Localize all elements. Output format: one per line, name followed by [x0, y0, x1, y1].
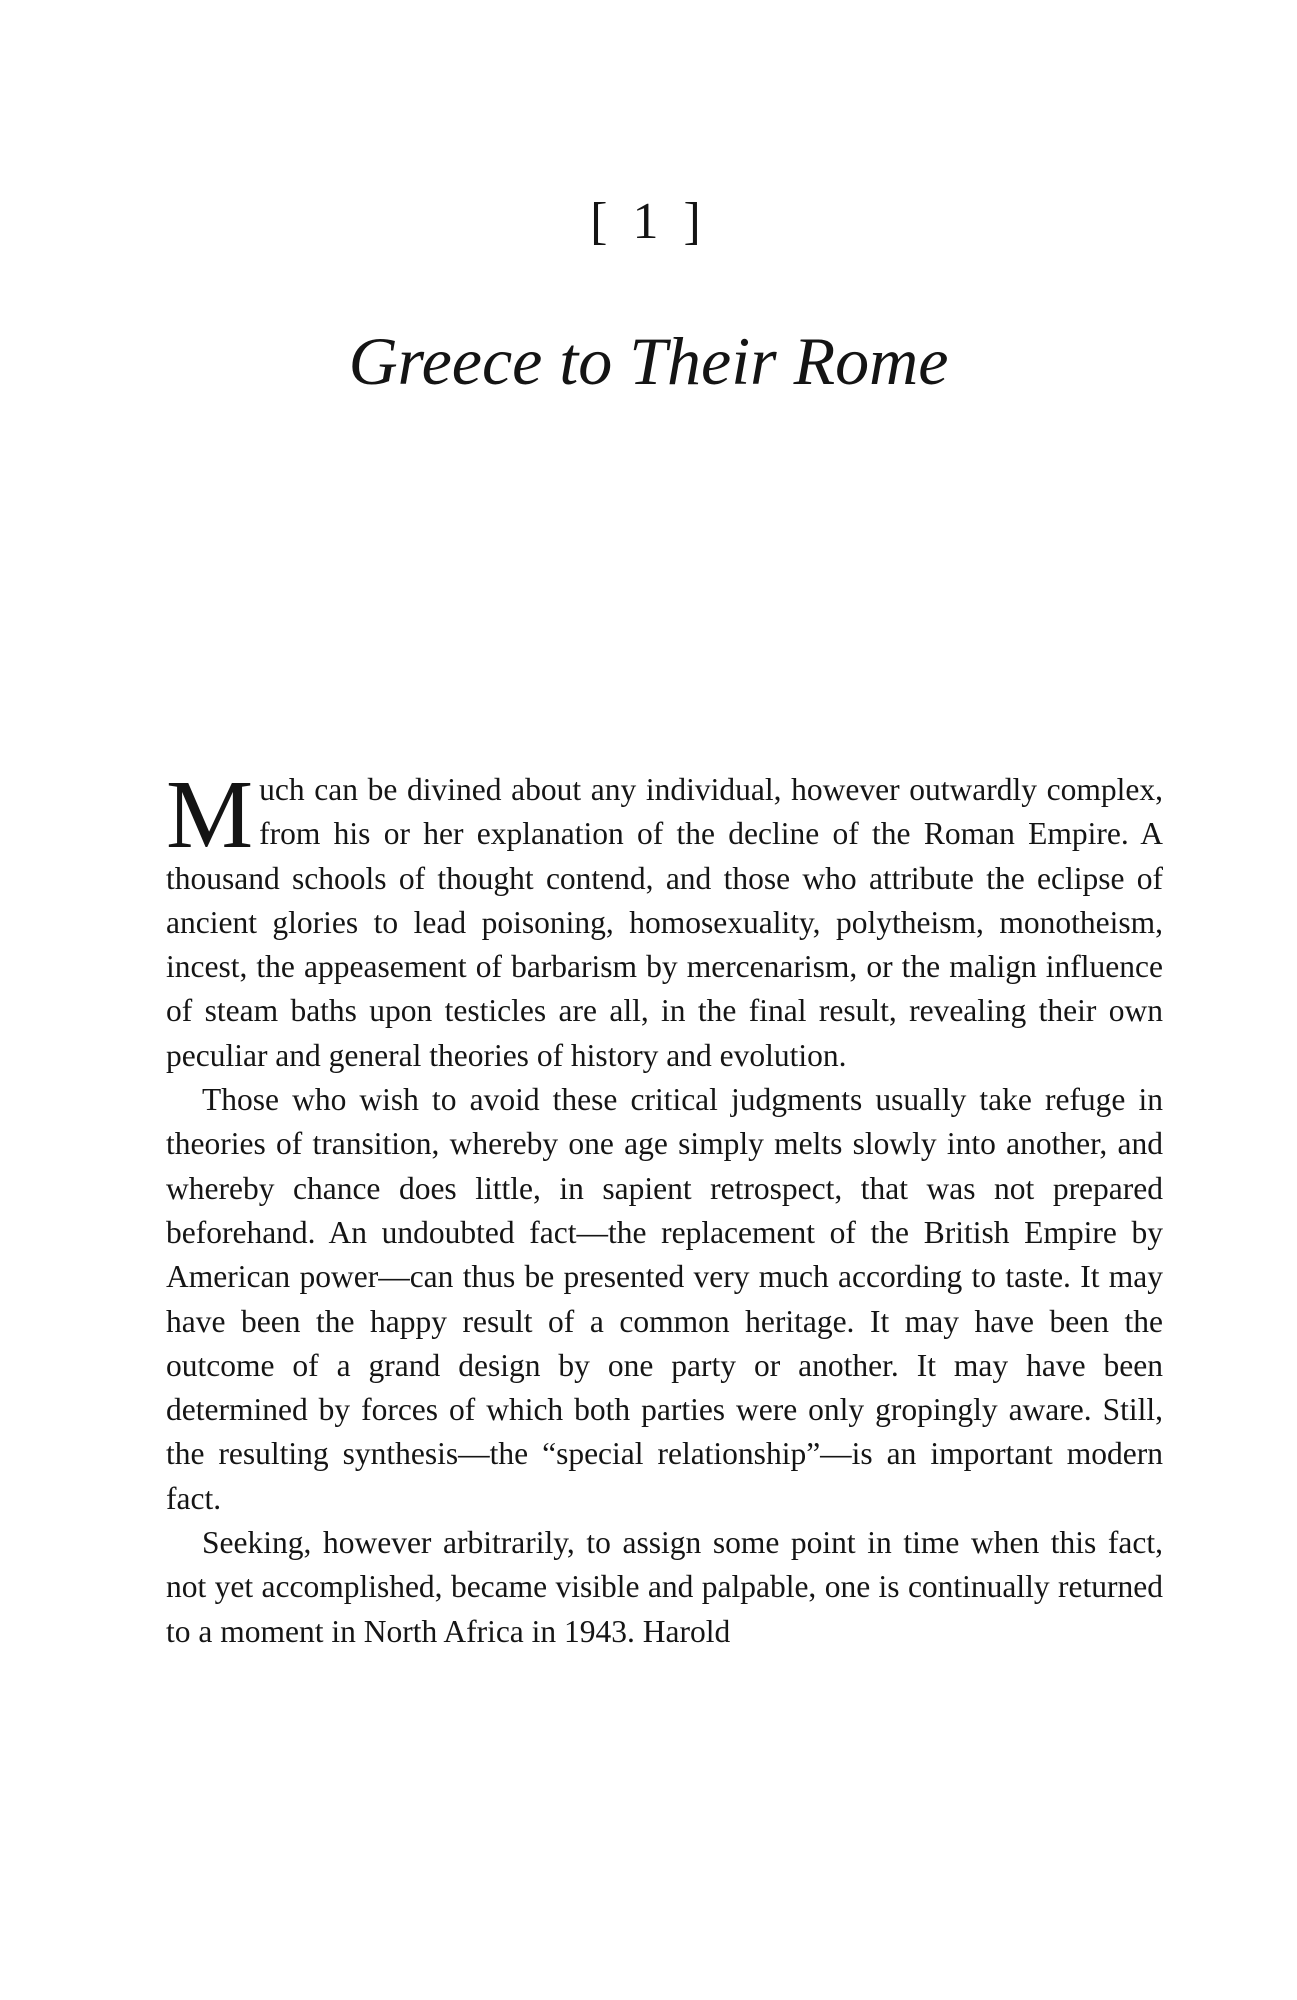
paragraph-1 — [166, 761, 1163, 1078]
body-text — [166, 761, 1163, 1654]
chapter-title: Greece to Their Rome — [348, 323, 949, 399]
paragraph-3: Seeking, however arbitrarily, to assign some point in time when this fact, not yet accomplished, became visible and palpable, one is continually returned to a moment in North Africa in 1943. Harold — [166, 1525, 1163, 1649]
chapter-number: [ 1 ] — [590, 193, 707, 250]
drop-cap: M — [166, 761, 254, 869]
paragraph-2: Those who wish to avoid these critical judgments usually take refuge in theories of transition, whereby one age simply melts slowly into another, and whereby chance does little, in sapient retrospect, that was not prepared beforehand. An undoubted fact—the replacement of the British Empire by American power—can thus be presented very much according to taste. It may have been the happy result of a common heritage. It may have been the outcome of a grand design by one party or another. It may have been determined by forces of which both parties were only gropingly aware. Still, the resulting synthesis—the “special relationship”—is an important modern fact. — [166, 1082, 1163, 1516]
paragraph-1-text: uch can be divined about any individual, however outwardly complex, from his or her explanation of the decline of the Roman Empire. A thousand schools of thought contend, and those who attribute the eclipse of ancient glories to lead poisoning, homosexuality, polytheism, monotheism, incest, the appeasement of barbarism by mercenarism, or the malign influence of steam baths upon testicles are all, in the final result, revealing their own peculiar and general theories of history and evolution. — [166, 772, 1163, 1073]
